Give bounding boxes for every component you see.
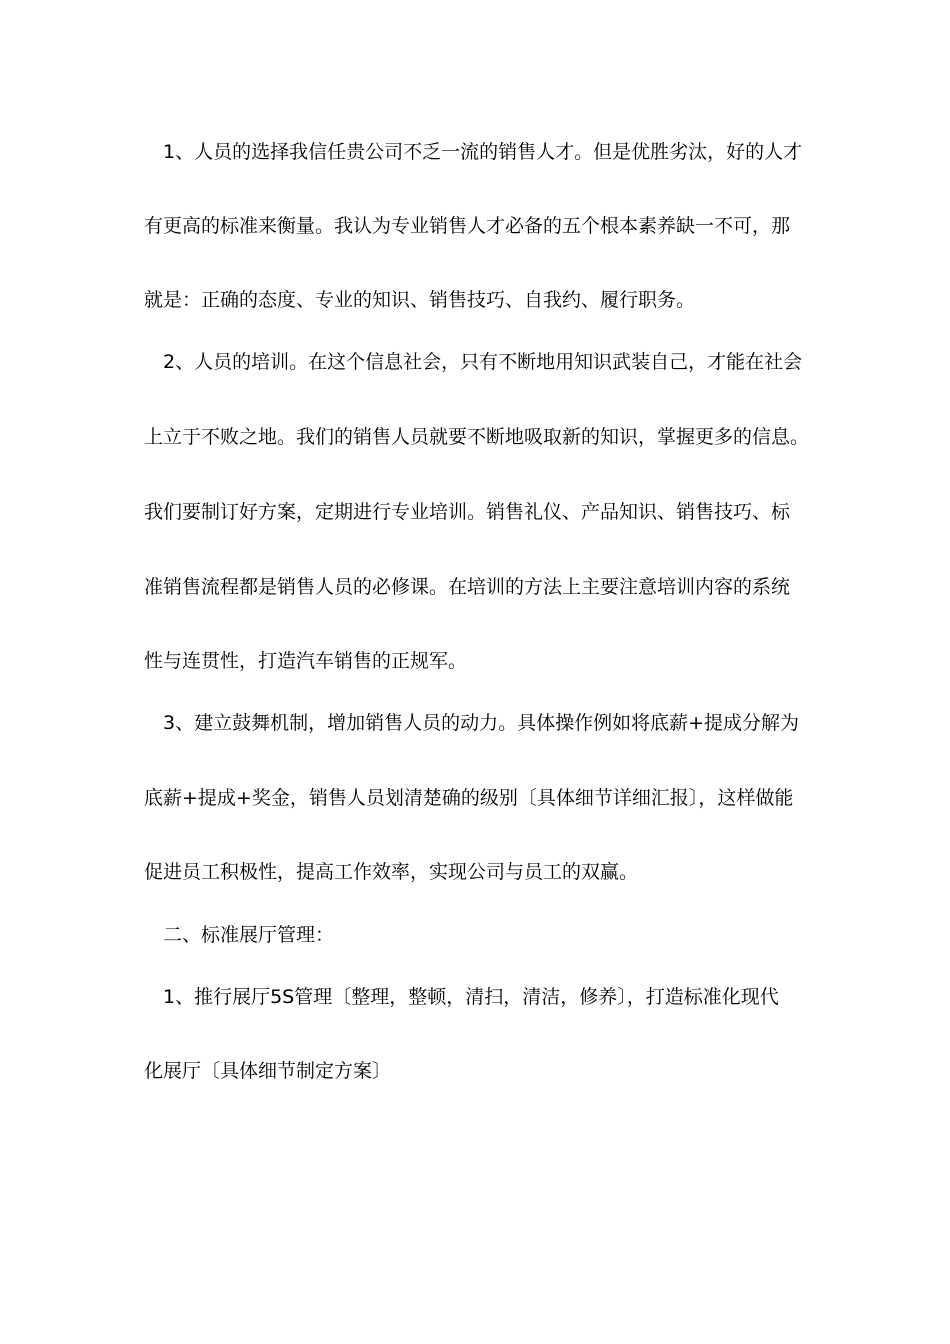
paragraph-3-line-1: 3、建立鼓舞机制，增加销售人员的动力。具体操作例如将底薪+提成分解为: [163, 712, 800, 734]
paragraph-3-line-2: 底薪+提成+奖金，销售人员划清楚确的级别〔具体细节详细汇报〕，这样做能: [144, 787, 794, 809]
paragraph-1-line-2: 有更高的标准来衡量。我认为专业销售人才必备的五个根本素养缺一不可，那: [144, 215, 791, 237]
paragraph-2-line-4: 准销售流程都是销售人员的必修课。在培训的方法上主要注意培训内容的系统: [144, 576, 791, 598]
paragraph-4-line-1: 1、推行展厅5S管理〔整理，整顿，清扫，清洁，修养〕，打造标准化现代: [163, 986, 779, 1008]
paragraph-1-line-1: 1、人员的选择我信任贵公司不乏一流的销售人才。但是优胜劣汰，好的人才: [163, 141, 803, 163]
paragraph-3-line-3: 促进员工积极性，提高工作效率，实现公司与员工的双赢。: [144, 861, 639, 883]
paragraph-2-line-1: 2、人员的培训。在这个信息社会，只有不断地用知识武装自己，才能在社会: [163, 351, 803, 373]
paragraph-2-line-2: 上立于不败之地。我们的销售人员就要不断地吸取新的知识，掌握更多的信息。: [144, 426, 810, 448]
paragraph-4-line-2: 化展厅〔具体细节制定方案〕: [144, 1060, 392, 1082]
paragraph-2-line-3: 我们要制订好方案，定期进行专业培训。销售礼仪、产品知识、销售技巧、标: [144, 501, 791, 523]
paragraph-2-line-5: 性与连贯性，打造汽车销售的正规军。: [144, 650, 468, 672]
section-heading: 二、标准展厅管理：: [163, 924, 335, 946]
paragraph-1-line-3: 就是：正确的态度、专业的知识、销售技巧、自我约、履行职务。: [144, 289, 696, 311]
